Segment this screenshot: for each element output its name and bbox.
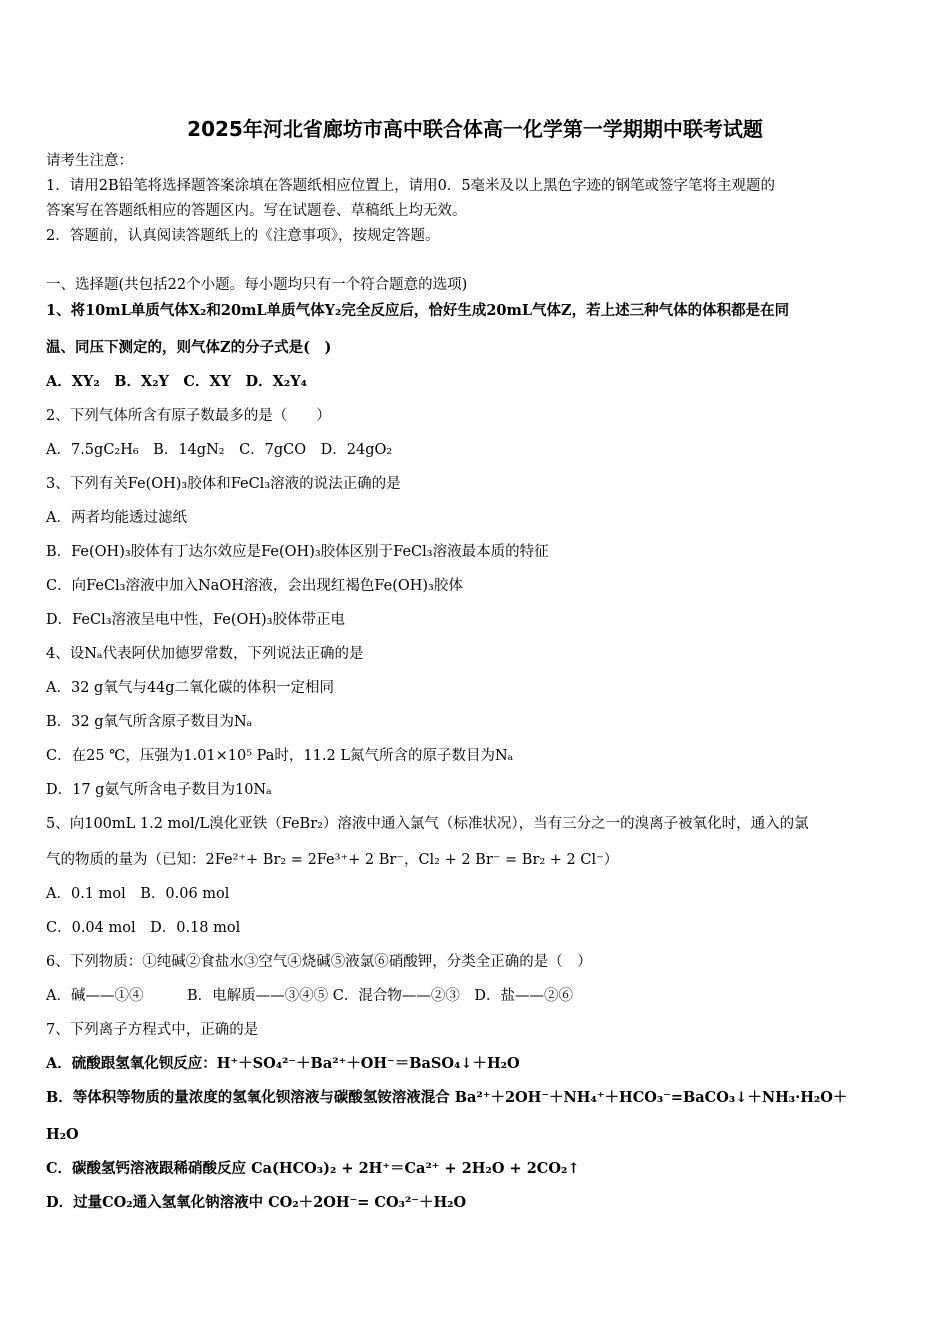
question-line: 温、同压下测定的，则气体Z的分子式是( ) <box>46 339 332 356</box>
question-line: B．等体积等物质的量浓度的氢氧化钡溶液与碳酸氢铵溶液混合 Ba²⁺＋2OH⁻＋NH₄⁺＋HCO₃⁻=BaCO₃↓＋NH₃·H₂O＋ <box>46 1089 848 1106</box>
question-line: A．32 g氧气与44g二氧化碳的体积一定相同 <box>46 680 335 696</box>
question-line: C．0.04 mol D．0.18 mol <box>46 920 241 936</box>
question-line: 5、向100mL 1.2 mol/L溴化亚铁（FeBr₂）溶液中通入氯气（标准状况），当有三分之一的溴离子被氧化时，通入的氯 <box>46 816 809 832</box>
question-line: A．硫酸跟氢氧化钡反应：H⁺＋SO₄²⁻＋Ba²⁺＋OH⁻＝BaSO₄↓＋H₂O <box>46 1055 520 1072</box>
question-line: 6、下列物质：①纯碱②食盐水③空气④烧碱⑤液氯⑥硝酸钾，分类全正确的是（ ） <box>46 954 592 970</box>
question-line: 1、将10mL单质气体X₂和20mL单质气体Y₂完全反应后，恰好生成20mL气体Z，若上述三种气体的体积都是在同 <box>46 302 790 319</box>
notice-item-1-cont: 答案写在答题纸相应的答题区内。写在试题卷、草稿纸上均无效。 <box>46 203 467 219</box>
question-line: A．两者均能透过滤纸 <box>46 510 187 526</box>
question-line: C．向FeCl₃溶液中加入NaOH溶液，会出现红褐色Fe(OH)₃胶体 <box>46 578 463 594</box>
question-line: 2、下列气体所含有原子数最多的是（ ） <box>46 408 331 424</box>
question-line: D．17 g氨气所含电子数目为10Nₐ <box>46 782 272 798</box>
question-line: D．过量CO₂通入氢氧化钠溶液中 CO₂＋2OH⁻= CO₃²⁻＋H₂O <box>46 1194 467 1211</box>
question-line: A．0.1 mol B．0.06 mol <box>46 886 230 902</box>
question-line: B．32 g氧气所含原子数目为Nₐ <box>46 714 253 730</box>
question-line: 气的物质的量为（已知：2Fe²⁺+ Br₂ = 2Fe³⁺+ 2 Br⁻，Cl₂ + 2 Br⁻ = Br₂ + 2 Cl⁻） <box>46 852 619 868</box>
question-line: D．FeCl₃溶液呈电中性，Fe(OH)₃胶体带正电 <box>46 612 346 628</box>
question-line: 3、下列有关Fe(OH)₃胶体和FeCl₃溶液的说法正确的是 <box>46 476 401 492</box>
document-title: 2025年河北省廊坊市高中联合体高一化学第一学期期中联考试题 <box>187 117 763 141</box>
question-line: C．在25 ℃，压强为1.01×10⁵ Pa时，11.2 L氮气所含的原子数目为Nₐ <box>46 748 514 764</box>
question-line: 7、下列离子方程式中，正确的是 <box>46 1022 259 1038</box>
question-line: B．Fe(OH)₃胶体有丁达尔效应是Fe(OH)₃胶体区别于FeCl₃溶液最本质的特征 <box>46 544 549 560</box>
question-line: A．7.5gC₂H₆ B．14gN₂ C．7gCO D．24gO₂ <box>46 442 393 458</box>
notice-item-2: 2．答题前，认真阅读答题纸上的《注意事项》，按规定答题。 <box>46 228 440 244</box>
question-line: A．XY₂ B．X₂Y C．XY D．X₂Y₄ <box>46 373 307 390</box>
question-line: A．碱——①④ B．电解质——③④⑤ C．混合物——②③ D．盐——②⑥ <box>46 988 573 1004</box>
notice-item-1: 1．请用2B铅笔将选择题答案涂填在答题纸相应位置上，请用0．5毫米及以上黑色字迹的钢笔或签字笔将主观题的 <box>46 178 776 194</box>
notice-heading: 请考生注意： <box>46 153 133 169</box>
question-line: H₂O <box>46 1126 79 1143</box>
question-line: C．碳酸氢钙溶液跟稀硝酸反应 Ca(HCO₃)₂ + 2H⁺＝Ca²⁺ + 2H₂O + 2CO₂↑ <box>46 1160 580 1177</box>
section-heading: 一、选择题(共包括22个小题。每小题均只有一个符合题意的选项) <box>46 277 468 293</box>
question-line: 4、设Nₐ代表阿伏加德罗常数，下列说法正确的是 <box>46 646 364 662</box>
